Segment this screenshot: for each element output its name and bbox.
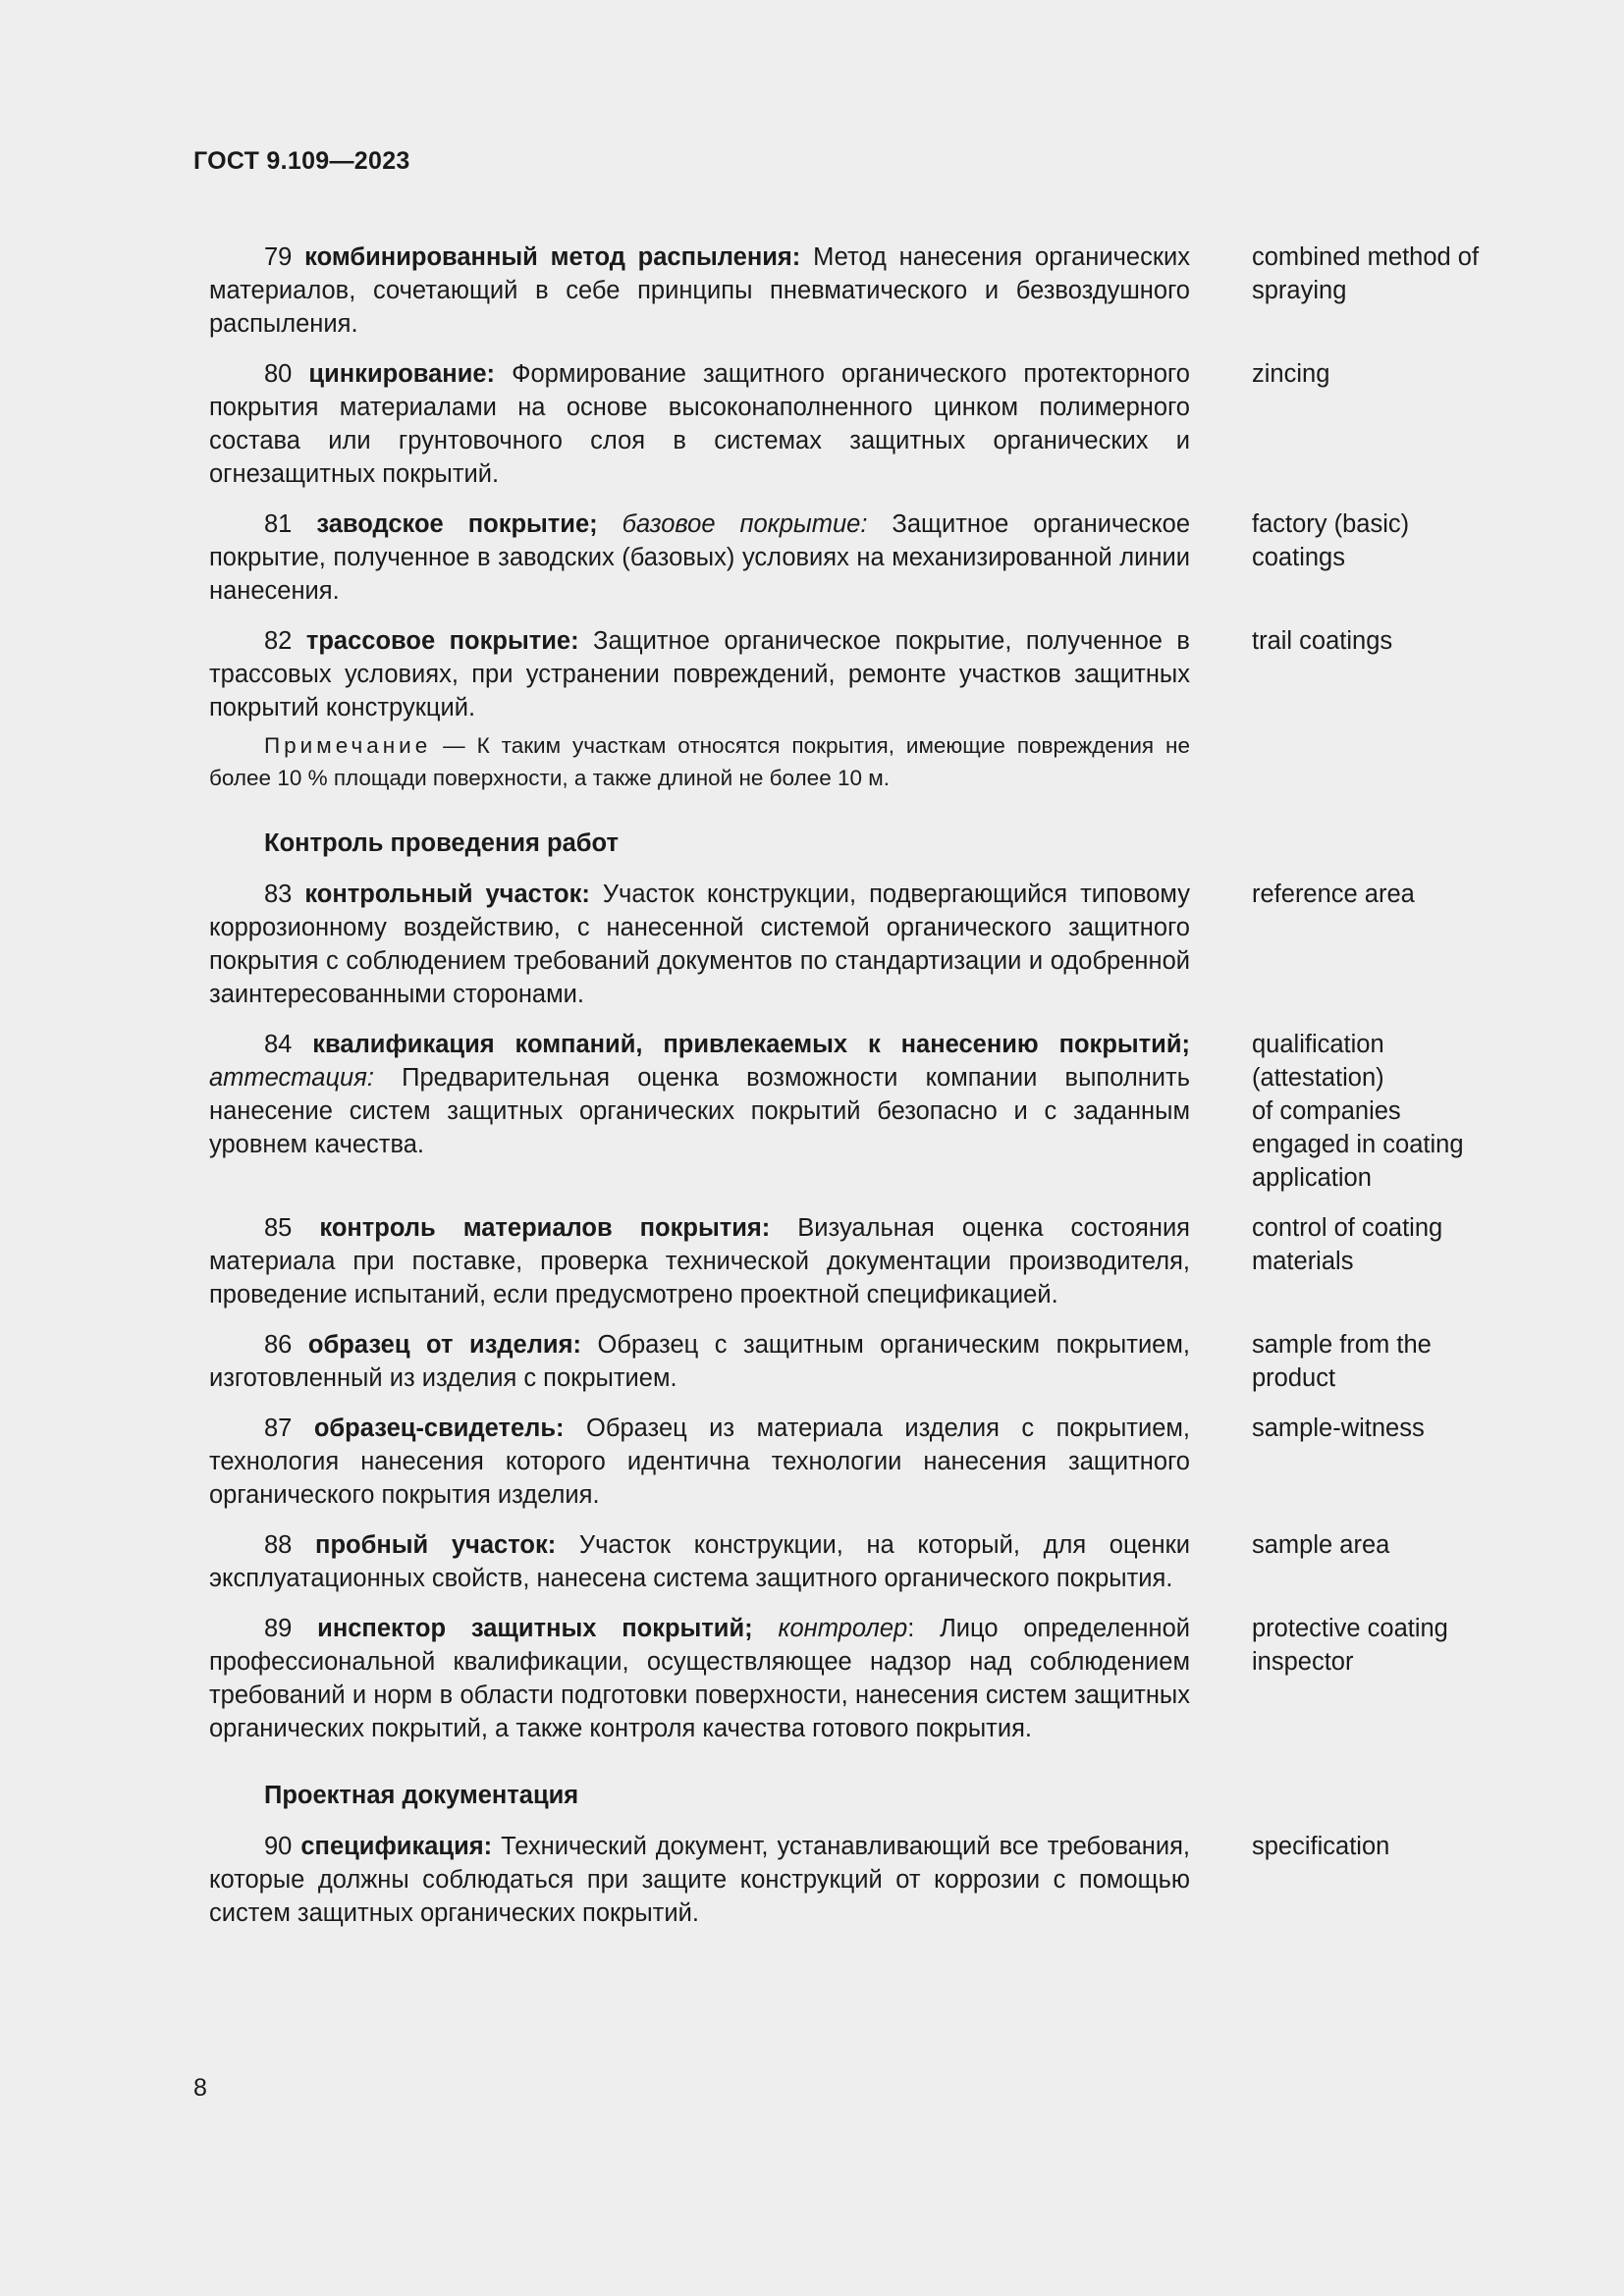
term-definition-81 — [209, 507, 1190, 608]
term-synonym: контролер — [778, 1615, 908, 1642]
term-name: образец от изделия: — [307, 1331, 581, 1359]
term-entry-82 — [209, 624, 1486, 724]
term-definition-86 — [209, 1328, 1190, 1395]
note-text: — К таким участкам относятся покрытия, имеющие повреждения не более 10 % площади поверхности, а также длиной не более 10 м. — [209, 733, 1190, 790]
term-definition-88 — [209, 1528, 1190, 1595]
term-english-85: control of coating materials — [1252, 1214, 1443, 1275]
term-name: контроль материалов покрытия: — [319, 1214, 771, 1242]
term-definition-84 — [209, 1028, 1190, 1195]
term-entry-83 — [209, 878, 1486, 1011]
term-definition: Технический документ, устанавливающий все требования, которые должны соблюдаться при защите конструкций от коррозии с помощью систем защитных органических покрытий. — [209, 1833, 1190, 1927]
term-english-89: protective coating inspector — [1252, 1615, 1448, 1676]
term-number: 79 — [264, 243, 293, 271]
term-definition: Образец из материала изделия с покрытием, технология нанесения которого идентична технологии нанесения защитного органического покрытия изделия. — [209, 1415, 1190, 1509]
term-name: квалификация компаний, привлекаемых к нанесению покрытий; — [312, 1031, 1191, 1058]
term-number: 81 — [264, 510, 293, 538]
term-definition-82 — [209, 624, 1190, 724]
term-english-79: combined method of spraying — [1252, 243, 1480, 304]
term-name: контрольный участок: — [304, 881, 590, 908]
term-note-82 — [209, 729, 1190, 794]
term-english-84: qualification (attestation) of companies engaged in coating application — [1252, 1031, 1464, 1192]
term-name: трассовое покрытие: — [305, 627, 579, 655]
term-number: 86 — [264, 1331, 293, 1359]
term-entry-90 — [209, 1830, 1486, 1930]
term-entry-79 — [209, 240, 1486, 341]
term-number: 85 — [264, 1214, 293, 1242]
term-definition: Предварительная оценка возможности компании выполнить нанесение систем защитных органических покрытий безопасно и с заданным уровнем качества. — [209, 1064, 1191, 1158]
term-definition-79 — [209, 240, 1190, 341]
document-header: ГОСТ 9.109—2023 — [193, 147, 410, 175]
term-entry-87 — [209, 1412, 1486, 1512]
term-definition-87 — [209, 1412, 1190, 1512]
term-number: 83 — [264, 881, 293, 908]
term-definition: Защитное органическое покрытие, полученное в трассовых условиях, при устранении повреждений, ремонте участков защитных покрытий конструкций. — [209, 627, 1190, 721]
term-name: образец-свидетель: — [313, 1415, 565, 1442]
term-name: спецификация: — [300, 1833, 493, 1860]
term-entry-81 — [209, 507, 1486, 608]
term-number: 82 — [264, 627, 293, 655]
term-definition: Формирование защитного органического протекторного покрытия материалами на основе высоконаполненного цинком полимерного состава или грунтовочного слоя в системах защитных органических и огнезащитных покрытий. — [209, 360, 1190, 488]
term-english-80: zincing — [1252, 360, 1330, 388]
term-definition: Участок конструкции, на который, для оценки эксплуатационных свойств, нанесена система защитного органического покрытия. — [209, 1531, 1190, 1592]
section-title-project-docs: Проектная документация — [264, 1782, 579, 1809]
term-number: 80 — [264, 360, 293, 388]
term-number: 87 — [264, 1415, 293, 1442]
term-english-87: sample-witness — [1252, 1415, 1425, 1442]
term-definition-80 — [209, 357, 1190, 491]
term-definition: Метод нанесения органических материалов, сочетающий в себе принципы пневматического и безвоздушного распыления. — [209, 243, 1190, 338]
term-definition: Образец с защитным органическим покрытием, изготовленный из изделия с покрытием. — [209, 1331, 1190, 1392]
term-entry-80 — [209, 357, 1486, 491]
term-definition: Визуальная оценка состояния материала при поставке, проверка технической документации производителя, проведение испытаний, если предусмотрено проектной спецификацией. — [209, 1214, 1190, 1308]
term-definition-90 — [209, 1830, 1190, 1930]
term-number: 84 — [264, 1031, 293, 1058]
term-number: 89 — [264, 1615, 293, 1642]
term-entry-85 — [209, 1211, 1486, 1311]
term-definition: : Лицо определенной профессиональной квалификации, осуществляющее надзор над соблюдением требований и норм в области подготовки поверхности, нанесения систем защитных органических покрытий, а также контроля качества готового покрытия. — [209, 1615, 1190, 1742]
term-entry-84 — [209, 1028, 1486, 1195]
term-definition-89 — [209, 1612, 1190, 1745]
term-english-82: trail coatings — [1252, 627, 1393, 655]
term-english-83: reference area — [1252, 881, 1415, 908]
term-synonym: аттестация: — [209, 1064, 374, 1092]
term-entry-86 — [209, 1328, 1486, 1395]
term-definition-85 — [209, 1211, 1190, 1311]
term-english-81: factory (basic) coatings — [1252, 510, 1410, 571]
terms-content — [209, 240, 1486, 1947]
term-english-86: sample from the product — [1252, 1331, 1432, 1392]
term-name: цинкирование: — [308, 360, 496, 388]
term-definition-83 — [209, 878, 1190, 1011]
note-label: Примечание — [264, 733, 432, 758]
term-english-88: sample area — [1252, 1531, 1390, 1559]
term-name: инспектор защитных покрытий; — [317, 1615, 753, 1642]
term-entry-89 — [209, 1612, 1486, 1745]
term-number: 90 — [264, 1833, 293, 1860]
term-entry-88 — [209, 1528, 1486, 1595]
term-english-90: specification — [1252, 1833, 1390, 1860]
term-number: 88 — [264, 1531, 293, 1559]
term-name: пробный участок: — [315, 1531, 557, 1559]
term-name: заводское покрытие; — [316, 510, 598, 538]
section-title-work-control: Контроль проведения работ — [264, 829, 619, 857]
term-definition: Защитное органическое покрытие, полученное в заводских (базовых) условиях на механизированной линии нанесения. — [209, 510, 1190, 605]
term-definition: Участок конструкции, подвергающийся типовому коррозионному воздействию, с нанесенной системой органического защитного покрытия с соблюдением требований документов по стандартизации и одобренной заинтересованными сторонами. — [209, 881, 1191, 1008]
page-number: 8 — [193, 2074, 207, 2102]
term-name: комбинированный метод распыления: — [304, 243, 801, 271]
term-synonym: базовое покрытие: — [622, 510, 868, 538]
